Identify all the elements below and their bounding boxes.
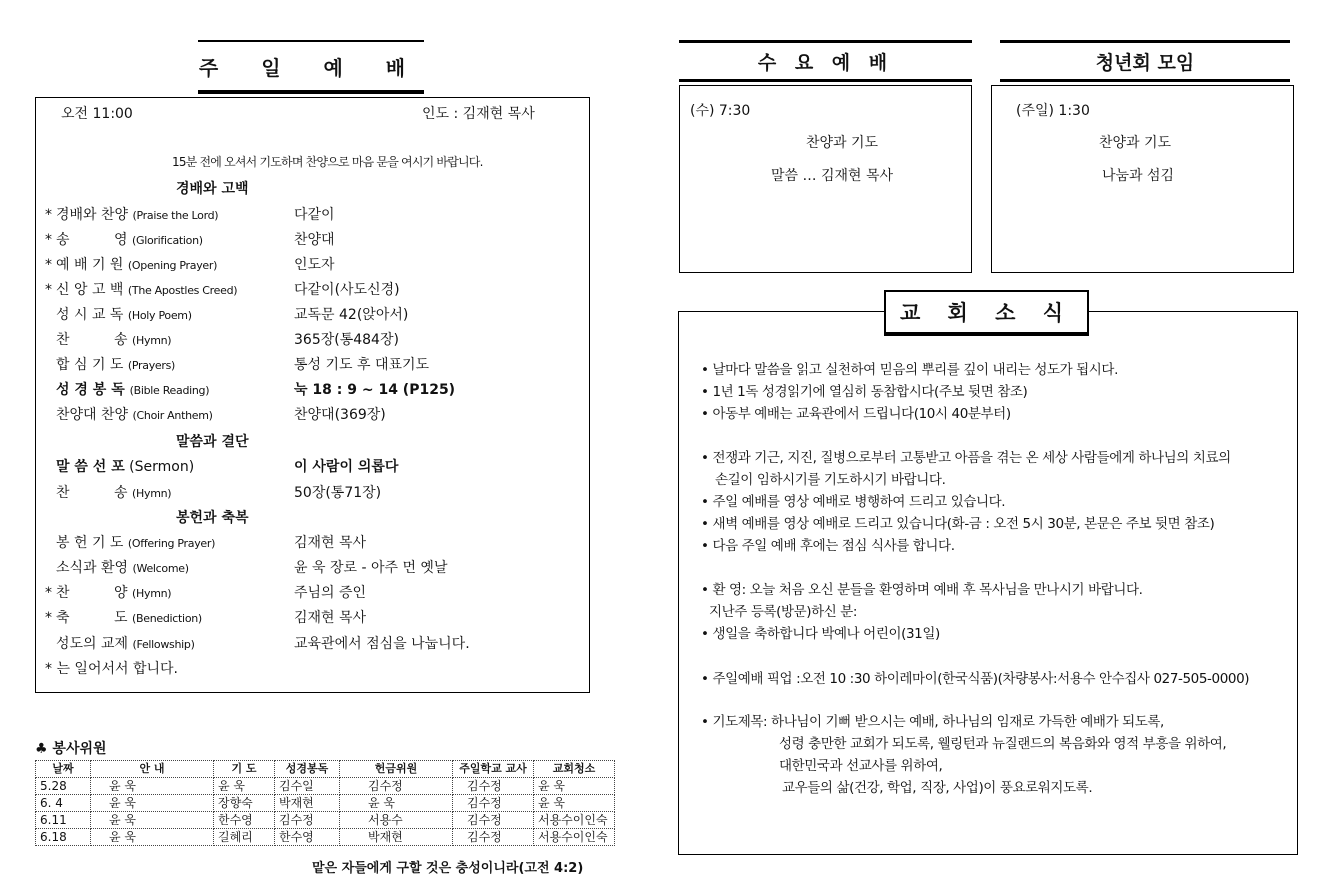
- column-header: 헌금위원: [340, 761, 453, 778]
- news-item: • 환 영: 오늘 처음 오신 분들을 환영하며 예배 후 목사님을 만나시기 바랍니다.: [701, 582, 1143, 598]
- item-name: 성 경 봉 독: [56, 382, 125, 398]
- item-name: 봉 헌 기 도: [56, 535, 124, 551]
- stand-marker: *: [45, 257, 52, 273]
- table-cell: 장향숙: [214, 795, 275, 812]
- item-value: 찬양대(369장): [294, 407, 386, 423]
- youth-time: (주일) 1:30: [1016, 103, 1090, 119]
- item-value: 윤 욱 장로 - 아주 먼 옛날: [294, 560, 448, 576]
- item-value: 다같이(사도신경): [294, 282, 400, 298]
- table-header-row: [36, 761, 615, 778]
- item-name: 찬 송: [56, 485, 128, 501]
- news-item-continued: 지난주 등록(방문)하신 분:: [709, 604, 858, 620]
- section-heading: 경배와 고백: [176, 181, 249, 197]
- news-item: • 아동부 예배는 교육관에서 드립니다(10시 40분부터): [701, 406, 1011, 422]
- stand-marker: *: [45, 610, 52, 626]
- news-item: • 새벽 예배를 영상 예배로 드리고 있습니다(화-금 : 오전 5시 30분, 본문은 주보 뒷면 참조): [701, 516, 1215, 532]
- order-item: [36, 482, 591, 504]
- table-cell: 김수정: [453, 778, 534, 795]
- item-value: 눅 18 : 9 ~ 14 (P125): [294, 382, 456, 398]
- item-english: (Welcome): [132, 562, 189, 575]
- item-value: 이 사람이 의롭다: [294, 459, 399, 475]
- youth-line: 나눔과 섬김: [1102, 168, 1175, 184]
- news-item-continued: 대한민국과 선교사를 위하여,: [779, 758, 943, 774]
- item-english: (Opening Prayer): [127, 259, 218, 272]
- item-value: 통성 기도 후 대표기도: [294, 357, 430, 373]
- wednesday-time: (수) 7:30: [690, 103, 751, 119]
- news-item: • 생일을 축하합니다 박예나 어린이(31일): [701, 626, 940, 642]
- order-item: [36, 329, 591, 351]
- table-cell: 윤 욱: [534, 795, 615, 812]
- volunteers-table: [35, 760, 615, 846]
- section-heading: 봉헌과 축복: [176, 510, 249, 526]
- column-header: 날짜: [36, 761, 91, 778]
- standing-footnote: * 는 일어서서 합니다.: [45, 661, 178, 677]
- table-cell: 6. 4: [36, 795, 91, 812]
- news-item: • 기도제목: 하나님이 기뻐 받으시는 예배, 하나님의 임재로 가득한 예배가 되도록,: [701, 714, 1164, 730]
- item-english: (Holy Poem): [127, 309, 192, 322]
- table-cell: 윤 욱: [91, 795, 214, 812]
- news-item: • 주일 예배를 영상 예배로 병행하여 드리고 있습니다.: [701, 494, 1006, 510]
- table-cell: 서용수: [340, 812, 453, 829]
- arrival-notice: 15분 전에 오셔서 기도하며 찬양으로 마음 문을 여시기 바랍니다.: [172, 155, 483, 169]
- church-news-box: [678, 311, 1298, 855]
- table-cell: 한수영: [214, 812, 275, 829]
- table-cell: 한수영: [275, 829, 340, 846]
- order-item: [36, 456, 591, 478]
- order-item: [36, 254, 591, 276]
- item-name: 합 심 기 도: [56, 357, 124, 373]
- table-cell: 박재현: [340, 829, 453, 846]
- item-value: 찬양대: [294, 232, 335, 248]
- wednesday-service-title: 수 요 예 배: [679, 40, 972, 82]
- news-item-continued: 교우들의 삶(건강, 학업, 직장, 사업)이 풍요로워지도록.: [782, 780, 1093, 796]
- table-cell: 윤 욱: [534, 778, 615, 795]
- wednesday-service-box: [679, 85, 972, 273]
- item-value: 김재현 목사: [294, 610, 367, 626]
- wednesday-line: 찬양과 기도: [806, 135, 879, 151]
- item-name: 경배와 찬양: [56, 207, 129, 223]
- item-english: (Choir Anthem): [132, 409, 213, 422]
- column-header: 성경봉독: [275, 761, 340, 778]
- item-english: (Prayers): [127, 359, 176, 372]
- stand-marker: *: [45, 232, 52, 248]
- order-item: [36, 354, 591, 376]
- news-item: • 전쟁과 기근, 지진, 질병으로부터 고통받고 아픔을 겪는 온 세상 사람들에게 하나님의 치료의: [701, 450, 1231, 466]
- order-item: [36, 404, 591, 426]
- table-cell: 김수정: [275, 812, 340, 829]
- volunteers-title: ♣ 봉사위원: [35, 741, 107, 757]
- table-row: [36, 778, 615, 795]
- news-item-continued: 손길이 임하시기를 기도하시기 바랍니다.: [715, 472, 946, 488]
- item-english: (Praise the Lord): [132, 209, 219, 222]
- sunday-order-box: [35, 97, 590, 693]
- item-name: 소식과 환영: [56, 560, 129, 576]
- item-english: (Hymn): [132, 334, 172, 347]
- table-cell: 김수정: [453, 795, 534, 812]
- item-name: 예 배 기 원: [56, 257, 124, 273]
- item-name: 말 씀 선 포: [56, 459, 125, 475]
- service-time: 오전 11:00: [61, 106, 133, 122]
- item-value: 50장(통71장): [294, 485, 382, 501]
- item-value: 다같이: [294, 207, 335, 223]
- item-value: 교육관에서 점심을 나눕니다.: [294, 636, 470, 652]
- item-name: 성 시 교 독: [56, 307, 124, 323]
- table-row: [36, 829, 615, 846]
- table-cell: 6.18: [36, 829, 91, 846]
- item-english: (Glorification): [132, 234, 203, 247]
- wednesday-line: 말씀 … 김재현 목사: [771, 168, 894, 184]
- item-name: 송 영: [56, 232, 128, 248]
- item-name: 찬양대 찬양: [56, 407, 129, 423]
- item-name: 축 도: [56, 610, 128, 626]
- item-english: (The Apostles Creed): [127, 284, 238, 297]
- item-value: 365장(통484장): [294, 332, 399, 348]
- order-item: [36, 304, 591, 326]
- column-header: 기 도: [214, 761, 275, 778]
- column-header: 안 내: [91, 761, 214, 778]
- table-row: [36, 812, 615, 829]
- table-cell: 길혜리: [214, 829, 275, 846]
- order-item: [36, 379, 591, 401]
- item-value: 김재현 목사: [294, 535, 367, 551]
- news-item: • 1년 1독 성경읽기에 열심히 동참합시다(주보 뒷면 참조): [701, 384, 1028, 400]
- order-item: [36, 532, 591, 554]
- youth-meeting-box: [991, 85, 1294, 273]
- column-header: 교회청소: [534, 761, 615, 778]
- table-cell: 박재현: [275, 795, 340, 812]
- table-cell: 서용수이인숙: [534, 829, 615, 846]
- table-cell: 김수일: [275, 778, 340, 795]
- table-cell: 6.11: [36, 812, 91, 829]
- item-english: (Fellowship): [132, 638, 195, 651]
- item-english: (Hymn): [132, 487, 172, 500]
- table-row: [36, 795, 615, 812]
- table-cell: 5.28: [36, 778, 91, 795]
- news-item: • 다음 주일 예배 후에는 점심 식사를 합니다.: [701, 538, 955, 554]
- news-item: • 주일예배 픽업 :오전 10 :30 하이레마이(한국식품)(차량봉사:서용수 안수집사 027-505-0000): [701, 671, 1250, 687]
- news-item-continued: 성령 충만한 교회가 되도록, 웰링턴과 뉴질랜드의 복음화와 영적 부흥을 위하여,: [779, 736, 1227, 752]
- item-name: 찬 양: [56, 585, 128, 601]
- item-english: (Benediction): [132, 612, 202, 625]
- column-header: 주일학교 교사: [453, 761, 534, 778]
- order-item: [36, 557, 591, 579]
- service-leader: 인도 : 김재현 목사: [422, 106, 535, 122]
- item-name: 성도의 교제: [56, 636, 129, 652]
- sunday-service-title: 주 일 예 배: [198, 40, 424, 94]
- order-item: [36, 633, 591, 655]
- order-item: [36, 582, 591, 604]
- order-item: [36, 607, 591, 629]
- table-cell: 김수정: [453, 812, 534, 829]
- stand-marker: *: [45, 282, 52, 298]
- order-item: [36, 229, 591, 251]
- table-cell: 윤 욱: [340, 795, 453, 812]
- item-english: (Bible Reading): [129, 384, 210, 397]
- table-cell: 윤 욱: [91, 812, 214, 829]
- item-name: 찬 송: [56, 332, 128, 348]
- footer-verse: 맡은 자들에게 구할 것은 충성이니라(고전 4:2): [312, 861, 584, 876]
- order-item: [36, 204, 591, 226]
- table-cell: 김수정: [453, 829, 534, 846]
- item-value: 교독문 42(앉아서): [294, 307, 409, 323]
- order-item: [36, 279, 591, 301]
- table-cell: 윤 욱: [91, 829, 214, 846]
- news-item: • 날마다 말씀을 읽고 실천하여 믿음의 뿌리를 깊이 내리는 성도가 됩시다.: [701, 362, 1118, 378]
- section-heading: 말씀과 결단: [176, 434, 249, 450]
- table-cell: 서용수이인숙: [534, 812, 615, 829]
- stand-marker: *: [45, 585, 52, 601]
- item-value: 주님의 증인: [294, 585, 367, 601]
- table-cell: 윤 욱: [214, 778, 275, 795]
- item-name: 신 앙 고 백: [56, 282, 124, 298]
- item-english: (Offering Prayer): [127, 537, 216, 550]
- youth-meeting-title: 청년회 모임: [1000, 40, 1290, 82]
- stand-marker: *: [45, 207, 52, 223]
- table-cell: 김수정: [340, 778, 453, 795]
- church-news-title: 교 회 소 식: [884, 290, 1089, 336]
- youth-line: 찬양과 기도: [1099, 135, 1172, 151]
- item-value: 인도자: [294, 257, 335, 273]
- item-english: (Sermon): [129, 459, 195, 475]
- item-english: (Hymn): [132, 587, 172, 600]
- table-cell: 윤 욱: [91, 778, 214, 795]
